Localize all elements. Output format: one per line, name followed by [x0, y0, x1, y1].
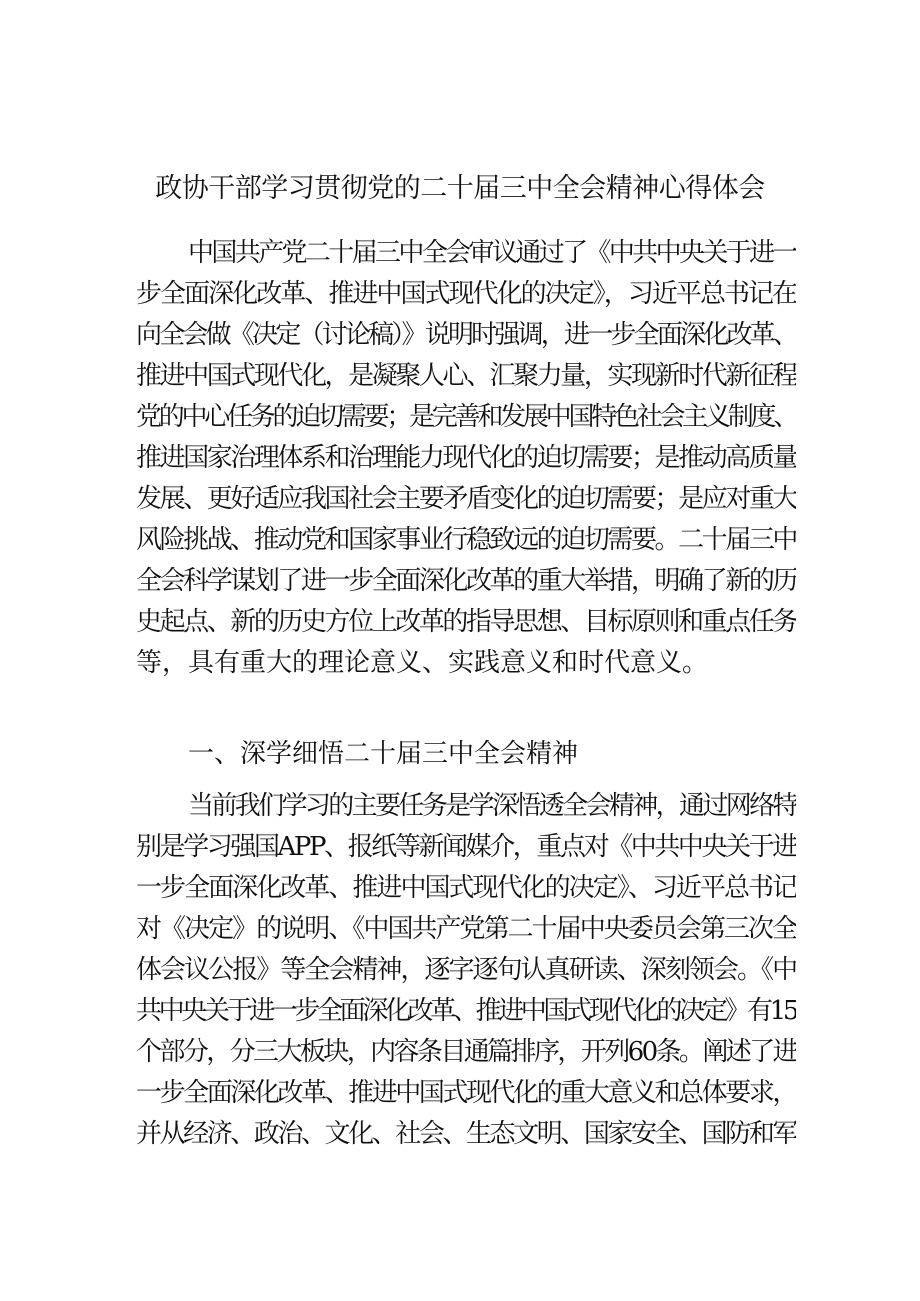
- paragraph-line: 党的中心任务的迫切需要；是完善和发展中国特色社会主义制度、: [136, 402, 796, 432]
- paragraph-line: 当前我们学习的主要任务是学深悟透全会精神，通过网络特: [188, 791, 796, 821]
- paragraph-line: 步全面深化改革、推进中国式现代化的决定》，习近平总书记在: [136, 279, 796, 309]
- paragraph-line: 共中央关于进一步全面深化改革、推进中国式现代化的决定》有15: [136, 996, 796, 1026]
- paragraph-line: 史起点、新的历史方位上改革的指导思想、目标原则和重点任务: [136, 607, 796, 637]
- section-heading: 一、深学细悟二十届三中全会精神: [188, 739, 579, 769]
- paragraph-line: 并从经济、政治、文化、社会、生态文明、国家安全、国防和军: [136, 1119, 796, 1149]
- paragraph-line: 个部分，分三大板块，内容条目通篇排序，开列60条。阐述了进: [136, 1037, 796, 1067]
- document-title: 政协干部学习贯彻党的二十届三中全会精神心得体会: [155, 173, 765, 204]
- paragraph-line: 体会议公报》等全会精神，逐字逐句认真研读、深刻领会。《中: [136, 955, 796, 985]
- paragraph-line: 推进中国式现代化，是凝聚人心、汇聚力量，实现新时代新征程: [136, 361, 796, 391]
- paragraph-line: 发展、更好适应我国社会主要矛盾变化的迫切需要；是应对重大: [136, 484, 796, 514]
- paragraph-line: 一步全面深化改革、推进中国式现代化的决定》、习近平总书记: [136, 873, 796, 903]
- paragraph-line: 对《决定》的说明、《中国共产党第二十届中央委员会第三次全: [136, 914, 796, 944]
- paragraph-line: 一步全面深化改革、推进中国式现代化的重大意义和总体要求，: [136, 1078, 796, 1108]
- paragraph-study: [136, 786, 796, 1155]
- paragraph-line: 别是学习强国APP、报纸等新闻媒介，重点对《中共中央关于进: [136, 832, 796, 862]
- paragraph-line: 推进国家治理体系和治理能力现代化的迫切需要；是推动高质量: [136, 443, 796, 473]
- paragraph-line: 向全会做《决定（讨论稿）》说明时强调，进一步全面深化改革、: [136, 320, 796, 350]
- paragraph-line: 中国共产党二十届三中全会审议通过了《中共中央关于进一: [188, 238, 796, 268]
- paragraph-intro: [136, 233, 796, 684]
- paragraph-line: 风险挑战、推动党和国家事业行稳致远的迫切需要。二十届三中: [136, 525, 796, 555]
- paragraph-line: 全会科学谋划了进一步全面深化改革的重大举措，明确了新的历: [136, 566, 796, 596]
- paragraph-line: 等，具有重大的理论意义、实践意义和时代意义。: [136, 648, 709, 678]
